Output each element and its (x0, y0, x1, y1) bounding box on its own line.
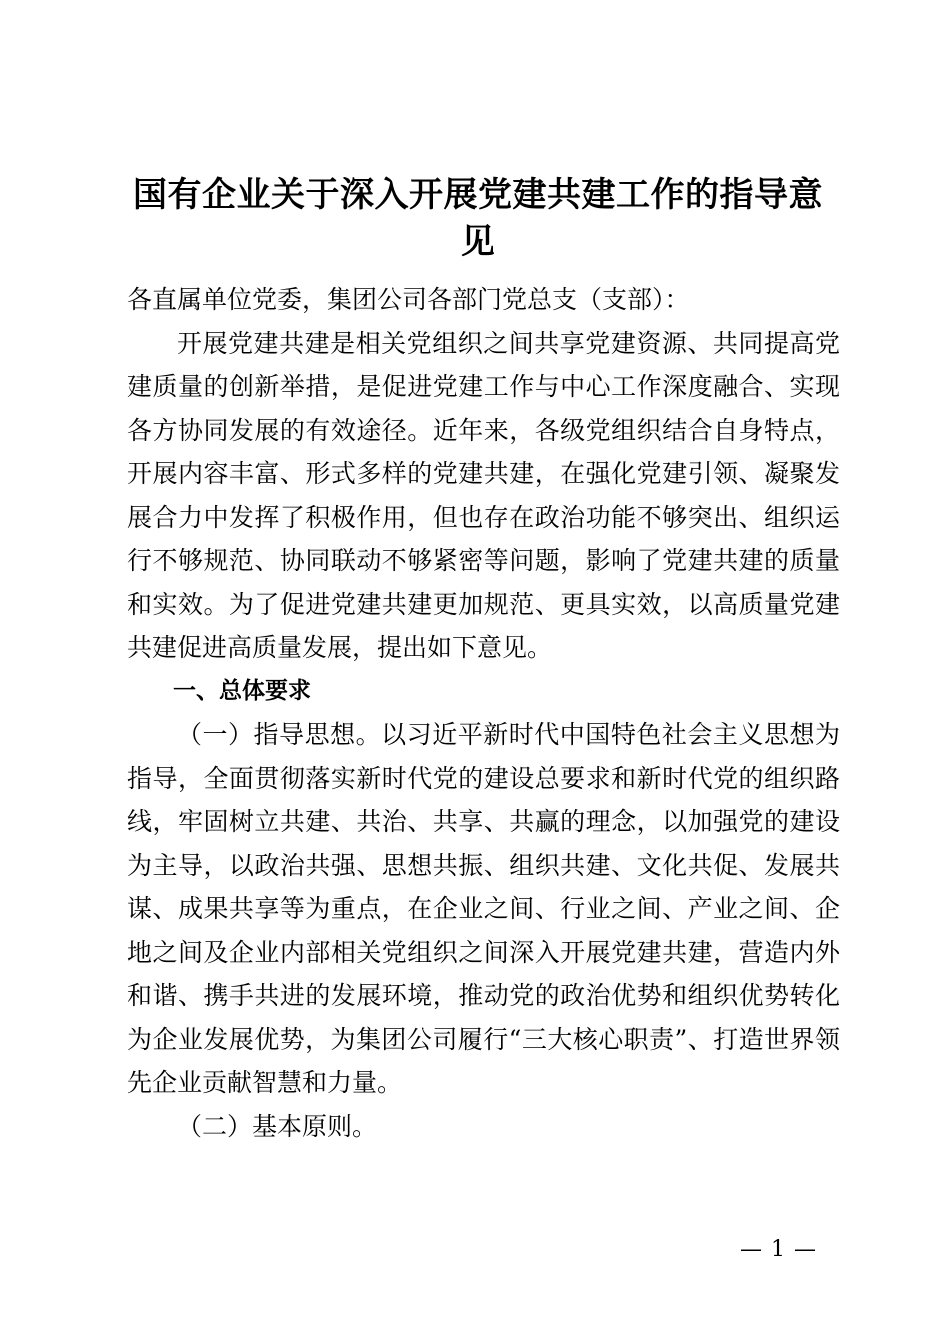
salutation: 各直属单位党委，集团公司各部门党总支（支部）： (127, 285, 690, 314)
document-title: 国有企业关于深入开展党建共建工作的指导意见 (133, 175, 823, 262)
document-body (127, 278, 840, 1148)
basic-principles-paragraph: （二）基本原则。 (177, 1111, 378, 1141)
page-number: — 1 — (740, 1237, 817, 1262)
guiding-thought-paragraph: （一）指导思想。以习近平新时代中国特色社会主义思想为指导，全面贯彻落实新时代党的建设总要求和新时代党的组织路线，牢固树立共建、共治、共享、共赢的理念，以加强党的建设为主导，以政治共强、思想共振、组织共建、文化共促、发展共谋、成果共享等为重点，在企业之间、行业之间、产业之间、企地之间及企业内部相关党组织之间深入开展党建共建，营造内外和谐、携手共进的发展环境，推动党的政治优势和组织优势转化为企业发展优势，为集团公司履行“三大核心职责”、打造世界领先企业贡献智慧和力量。 (127, 720, 840, 1097)
intro-paragraph: 开展党建共建是相关党组织之间共享党建资源、共同提高党建质量的创新举措，是促进党建工作与中心工作深度融合、实现各方协同发展的有效途径。近年来，各级党组织结合自身特点，开展内容丰富、形式多样的党建共建，在强化党建引领、凝聚发展合力中发挥了积极作用，但也存在政治功能不够突出、组织运行不够规范、协同联动不够紧密等问题，影响了党建共建的质量和实效。为了促进党建共建更加规范、更具实效，以高质量党建共建促进高质量发展，提出如下意见。 (127, 328, 840, 662)
section-heading: 一、总体要求 (173, 677, 311, 704)
